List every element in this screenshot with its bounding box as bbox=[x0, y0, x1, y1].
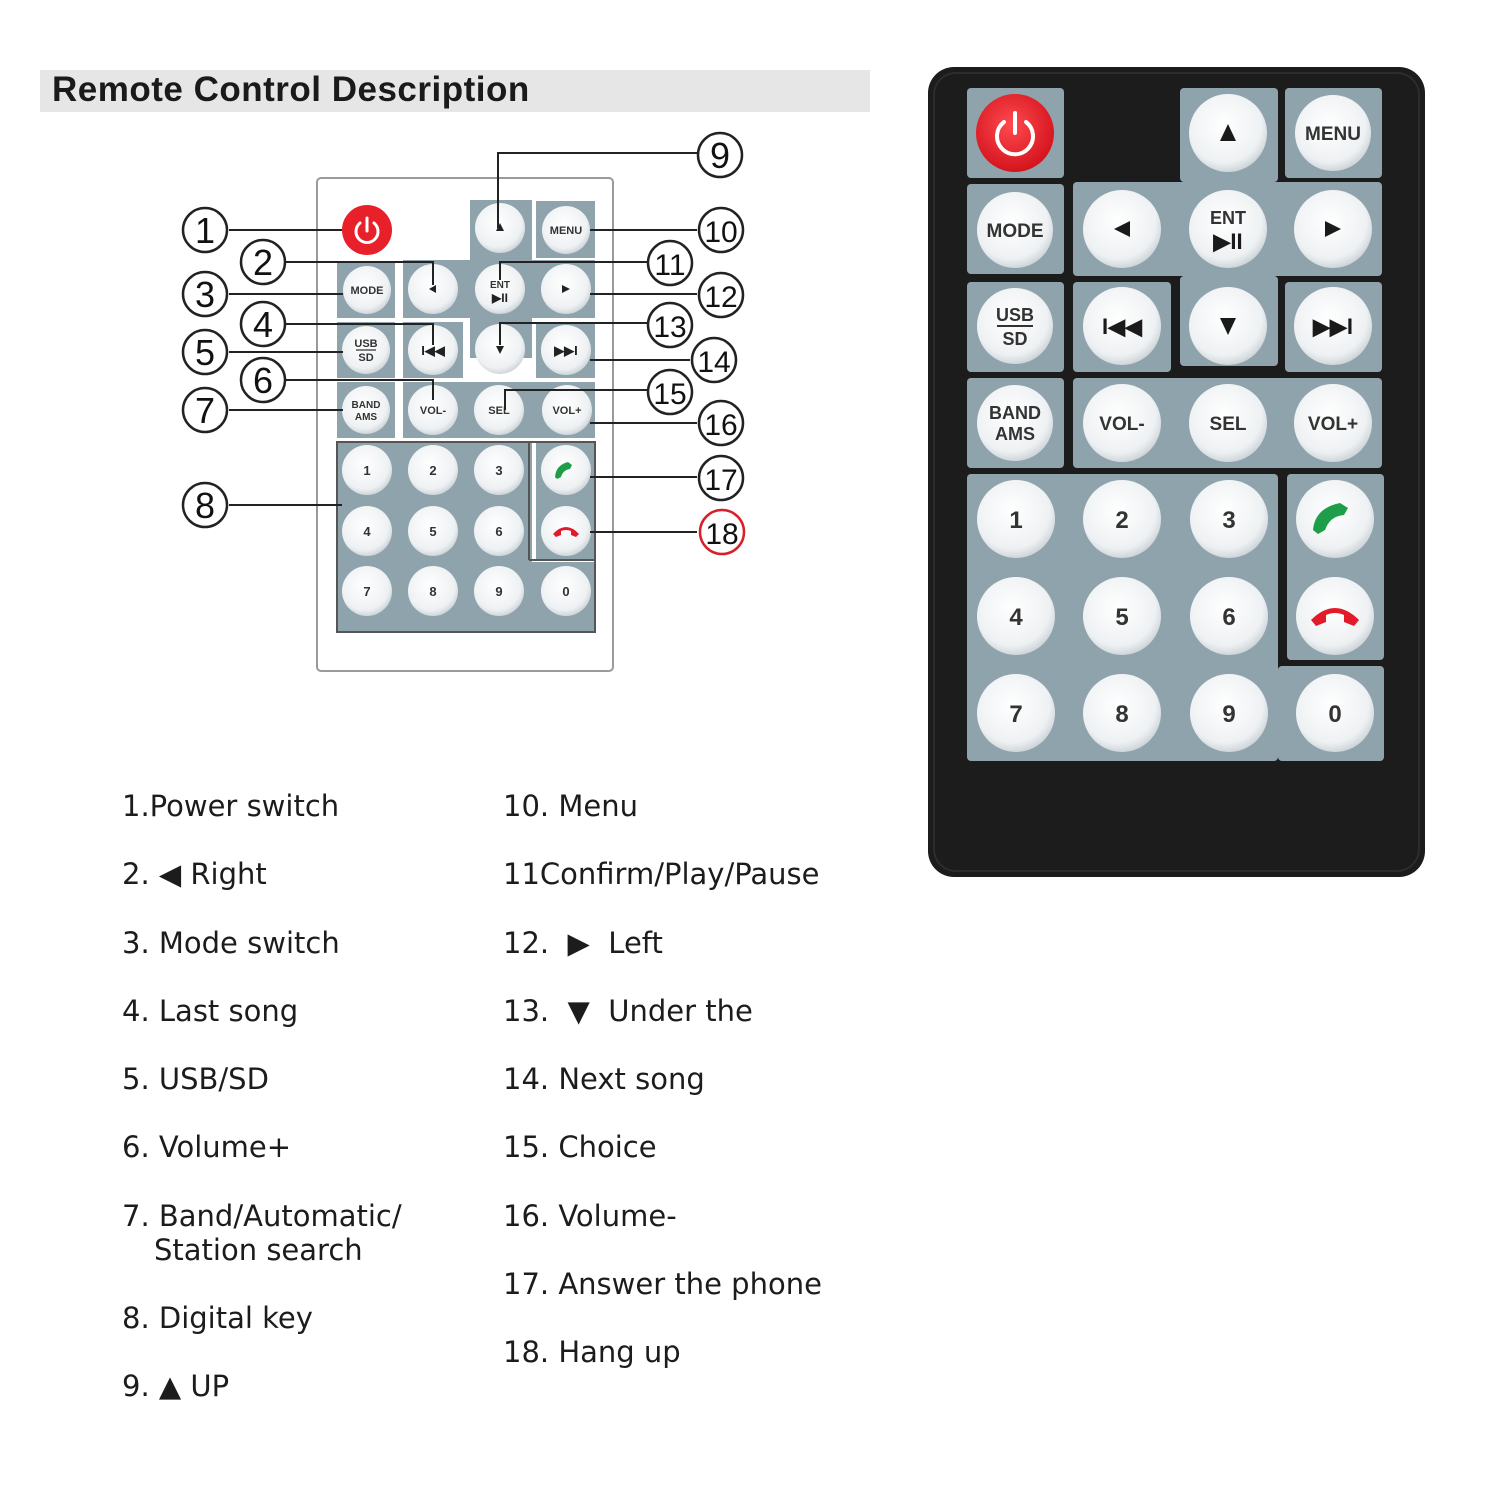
svg-text:3: 3 bbox=[194, 274, 216, 315]
desc-9: 9. ▲ UP bbox=[122, 1369, 230, 1403]
small-digit-9: 9 bbox=[495, 584, 503, 599]
desc-10: 10. Menu bbox=[503, 789, 638, 823]
callout-13 bbox=[648, 303, 692, 347]
callout-9 bbox=[698, 133, 742, 177]
desc-17: 17. Answer the phone bbox=[503, 1267, 822, 1301]
hangup-key bbox=[1296, 577, 1374, 655]
small-digit-3: 3 bbox=[495, 463, 503, 478]
small-digit-6: 6 bbox=[495, 524, 503, 539]
digit-key-7: 7 bbox=[1009, 701, 1023, 728]
desc-7-cont: Station search bbox=[154, 1233, 363, 1267]
band-label: BAND bbox=[989, 403, 1041, 423]
callout-17 bbox=[699, 456, 743, 500]
callout-3 bbox=[183, 272, 227, 316]
band-ams-key bbox=[977, 385, 1053, 461]
usb-label: USB bbox=[995, 305, 1035, 325]
digit-key-4: 4 bbox=[1009, 604, 1023, 631]
svg-text:13: 13 bbox=[653, 311, 687, 344]
small-play-pause-label: ▶II bbox=[492, 291, 508, 305]
svg-text:5: 5 bbox=[194, 332, 216, 373]
small-ent-label: ENT bbox=[490, 280, 510, 291]
remote-photo bbox=[928, 67, 1425, 877]
svg-text:9: 9 bbox=[709, 135, 731, 176]
svg-text:14: 14 bbox=[697, 346, 731, 379]
desc-7: 7. Band/Automatic/ bbox=[122, 1199, 402, 1233]
digit-key-0: 0 bbox=[1328, 701, 1342, 728]
desc-2: 2. ◀ Right bbox=[122, 857, 267, 891]
callout-18 bbox=[700, 510, 744, 554]
small-volminus-label: VOL- bbox=[419, 405, 447, 417]
svg-text:8: 8 bbox=[194, 485, 216, 526]
digit-key-3: 3 bbox=[1222, 507, 1236, 534]
svg-text:17: 17 bbox=[704, 464, 738, 497]
small-menu-label: MENU bbox=[549, 225, 583, 237]
small-digit-5: 5 bbox=[429, 524, 437, 539]
svg-text:15: 15 bbox=[653, 378, 687, 411]
callout-7 bbox=[183, 388, 227, 432]
desc-18: 18. Hang up bbox=[503, 1335, 681, 1369]
callout-8 bbox=[183, 483, 227, 527]
svg-text:1: 1 bbox=[194, 210, 216, 251]
callout-6 bbox=[241, 358, 285, 402]
small-volplus-label: VOL+ bbox=[552, 405, 582, 417]
small-digit-2: 2 bbox=[429, 463, 437, 478]
small-digit-7: 7 bbox=[363, 584, 371, 599]
small-digit-8: 8 bbox=[429, 584, 437, 599]
vol-plus-label: VOL+ bbox=[1307, 414, 1359, 435]
desc-4: 4. Last song bbox=[122, 994, 299, 1028]
digit-key-2: 2 bbox=[1115, 507, 1129, 534]
desc-12: 12. ▶ Left bbox=[503, 926, 663, 960]
digit-key-1: 1 bbox=[1009, 507, 1023, 534]
svg-text:6: 6 bbox=[252, 360, 274, 401]
svg-text:2: 2 bbox=[252, 242, 274, 283]
desc-11: 11Confirm/Play/Pause bbox=[503, 857, 820, 891]
ams-label: AMS bbox=[995, 424, 1035, 444]
mode-key-label: MODE bbox=[986, 221, 1044, 242]
callout-12 bbox=[699, 273, 743, 317]
desc-3: 3. Mode switch bbox=[122, 926, 340, 960]
digit-key-5: 5 bbox=[1115, 604, 1129, 631]
desc-13: 13. ▼ Under the bbox=[503, 994, 753, 1028]
sd-label: SD bbox=[1002, 329, 1028, 349]
sel-label: SEL bbox=[1209, 414, 1247, 435]
desc-5: 5. USB/SD bbox=[122, 1062, 269, 1096]
prev-label: I◀◀ bbox=[1102, 314, 1142, 339]
callout-1 bbox=[183, 208, 227, 252]
digit-key-6: 6 bbox=[1222, 604, 1236, 631]
desc-8: 8. Digital key bbox=[122, 1301, 313, 1335]
svg-text:11: 11 bbox=[654, 249, 686, 282]
callout-14 bbox=[692, 338, 736, 382]
small-ams-label: AMS bbox=[354, 412, 378, 423]
menu-key-label: MENU bbox=[1305, 124, 1361, 145]
small-sd-label: SD bbox=[358, 352, 374, 364]
small-mode-label: MODE bbox=[350, 285, 384, 297]
small-remote-diagram bbox=[317, 178, 613, 671]
desc-6: 6. Volume+ bbox=[122, 1130, 292, 1164]
callout-11 bbox=[648, 241, 692, 285]
desc-16: 16. Volume- bbox=[503, 1199, 677, 1233]
small-digit-4: 4 bbox=[363, 524, 371, 539]
small-digit-0: 0 bbox=[562, 584, 570, 599]
digit-key-9: 9 bbox=[1222, 701, 1236, 728]
callout-10 bbox=[699, 208, 743, 252]
svg-text:7: 7 bbox=[194, 390, 216, 431]
callout-4 bbox=[241, 302, 285, 346]
next-label: ▶▶I bbox=[1313, 314, 1353, 339]
play-pause-label: ▶II bbox=[1213, 229, 1243, 254]
desc-1: 1.Power switch bbox=[122, 789, 340, 823]
small-sel-label: SEL bbox=[488, 405, 510, 417]
svg-text:16: 16 bbox=[704, 409, 738, 442]
small-band-label: BAND bbox=[351, 400, 381, 411]
desc-15: 15. Choice bbox=[503, 1130, 657, 1164]
small-usb-label: USB bbox=[354, 338, 378, 350]
small-digit-1: 1 bbox=[363, 463, 371, 478]
svg-text:4: 4 bbox=[252, 304, 274, 345]
answer-key bbox=[1296, 480, 1374, 558]
callout-2 bbox=[241, 240, 285, 284]
svg-text:10: 10 bbox=[704, 216, 738, 249]
callout-5 bbox=[183, 330, 227, 374]
callout-16 bbox=[699, 401, 743, 445]
page-title: Remote Control Description bbox=[52, 70, 530, 109]
svg-text:18: 18 bbox=[705, 518, 739, 551]
small-next-label: ▶▶I bbox=[554, 343, 578, 358]
small-hangup-key bbox=[541, 506, 591, 556]
ent-key-label: ENT bbox=[1210, 208, 1246, 228]
digit-key-8: 8 bbox=[1115, 701, 1129, 728]
vol-minus-label: VOL- bbox=[1099, 414, 1145, 435]
desc-14: 14. Next song bbox=[503, 1062, 705, 1096]
callout-15 bbox=[648, 370, 692, 414]
small-prev-label: I◀◀ bbox=[421, 343, 445, 358]
svg-text:12: 12 bbox=[704, 281, 738, 314]
